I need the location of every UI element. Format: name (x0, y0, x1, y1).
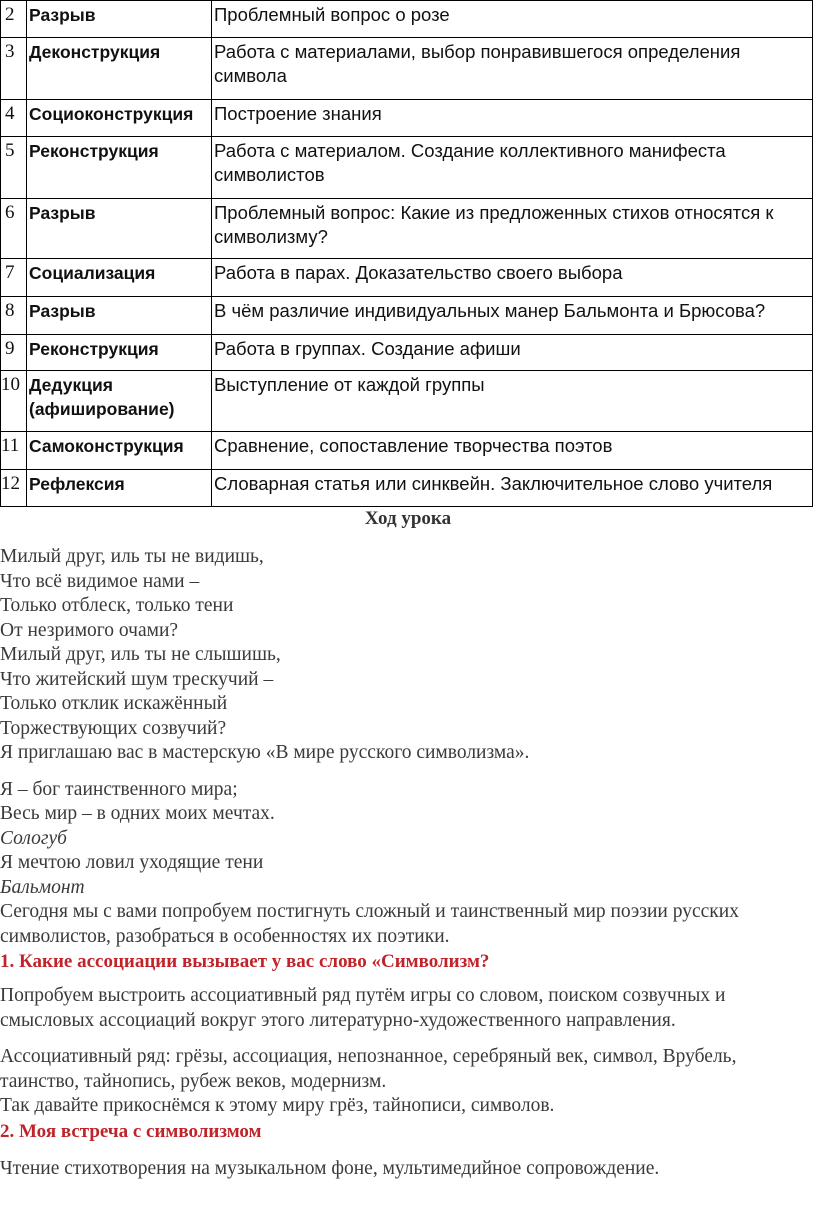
stage-description: Построение знания (212, 100, 813, 137)
stage-description: Проблемный вопрос о розе (212, 1, 813, 38)
paragraph: Чтение стихотворения на музыкальном фоне, мультимедийное сопровождение. (0, 1157, 660, 1179)
poem-line: Только отблеск, только тени (0, 595, 234, 616)
stage-name: Разрыв (27, 199, 212, 259)
intro-paragraph: Сегодня мы с вами попробуем постигнуть сложный и таинственный мир поэзии русских символистов, разобраться в особенностях их поэтики. (0, 901, 739, 947)
row-number: 7 (1, 259, 27, 297)
stage-name: Социоконструкция (27, 100, 212, 137)
stage-name: Разрыв (27, 1, 212, 38)
stage-name: Реконструкция (27, 137, 212, 199)
row-number: 5 (1, 137, 27, 199)
stage-description: Работа с материалами, выбор понравившегося определения символа (212, 38, 813, 100)
epigraph-author: Сологуб (0, 827, 67, 849)
lesson-stages-table (0, 0, 813, 507)
paragraph: Так давайте прикоснёмся к этому миру грёз, тайнописи, символов. (0, 1095, 555, 1116)
question-heading-1: 1. Какие ассоциации вызывает у вас слово «Символизм? (0, 951, 490, 972)
epigraph-line: Весь мир – в одних моих мечтах. (0, 803, 275, 824)
table-row (1, 470, 813, 507)
table-row (1, 335, 813, 371)
stage-description: Сравнение, сопоставление творчества поэтов (212, 432, 813, 470)
poem-line: Что житейский шум трескучий – (0, 668, 274, 690)
stage-name: Реконструкция (27, 335, 212, 371)
table-row (1, 297, 813, 335)
poem-line: Милый друг, иль ты не слышишь, (0, 644, 281, 665)
epigraph-line: Я – бог таинственного мира; (0, 778, 238, 800)
epigraph-block (0, 778, 816, 950)
stage-description: Словарная статья или синквейн. Заключительное слово учителя (212, 470, 813, 507)
stage-description: Работа в парах. Доказательство своего выбора (212, 259, 813, 297)
row-number: 10 (1, 371, 27, 432)
row-number: 4 (1, 100, 27, 137)
poem-line: Только отклик искажённый (0, 693, 228, 714)
stage-name: Социализация (27, 259, 212, 297)
row-number: 3 (1, 38, 27, 100)
poem-line: Что всё видимое нами – (0, 570, 200, 592)
opening-poem (0, 545, 816, 766)
table-row (1, 259, 813, 297)
poem-line: Торжествующих созвучий? (0, 717, 227, 739)
stage-name: Деконструкция (27, 38, 212, 100)
stage-name: Рефлексия (27, 470, 212, 507)
stage-name: Разрыв (27, 297, 212, 335)
stage-description: Выступление от каждой группы (212, 371, 813, 432)
row-number: 6 (1, 199, 27, 259)
table-row (1, 1, 813, 38)
poem-line: От незримого очами? (0, 619, 179, 641)
stage-name: Самоконструкция (27, 432, 212, 470)
row-number: 12 (1, 470, 27, 507)
row-number: 2 (1, 1, 27, 38)
epigraph-author: Бальмонт (0, 876, 85, 898)
paragraph: Попробуем выстроить ассоциативный ряд путём игры со словом, поиском созвучных и смысловых ассоциаций вокруг этого литературно-художественного направления. (0, 985, 726, 1031)
paragraph: Ассоциативный ряд: грёзы, ассоциация, непознанное, серебряный век, символ, Врубель, таинство, тайнопись, рубеж веков, модернизм. (0, 1046, 737, 1092)
lesson-content (0, 506, 816, 1181)
stage-description: В чём различие индивидуальных манер Бальмонта и Брюсова? (212, 297, 813, 335)
section-title: Ход урока (364, 508, 452, 529)
table-row (1, 38, 813, 100)
question-heading-2: 2. Моя встреча с символизмом (0, 1120, 262, 1142)
table-row (1, 371, 813, 432)
row-number: 9 (1, 335, 27, 371)
poem-line: Милый друг, иль ты не видишь, (0, 546, 264, 567)
row-number: 8 (1, 297, 27, 335)
table-row (1, 137, 813, 199)
table-row (1, 432, 813, 470)
invitation-line: Я приглашаю вас в мастерскую «В мире русского символизма». (0, 742, 530, 763)
stage-description: Проблемный вопрос: Какие из предложенных стихов относятся к символизму? (212, 199, 813, 259)
epigraph-line: Я мечтою ловил уходящие тени (0, 852, 264, 873)
table-row (1, 199, 813, 259)
stage-name: Дедукция (афиширование) (27, 371, 212, 432)
table-row (1, 100, 813, 137)
stage-description: Работа с материалом. Создание коллективного манифеста символистов (212, 137, 813, 199)
row-number: 11 (1, 432, 27, 470)
stage-description: Работа в группах. Создание афиши (212, 335, 813, 371)
